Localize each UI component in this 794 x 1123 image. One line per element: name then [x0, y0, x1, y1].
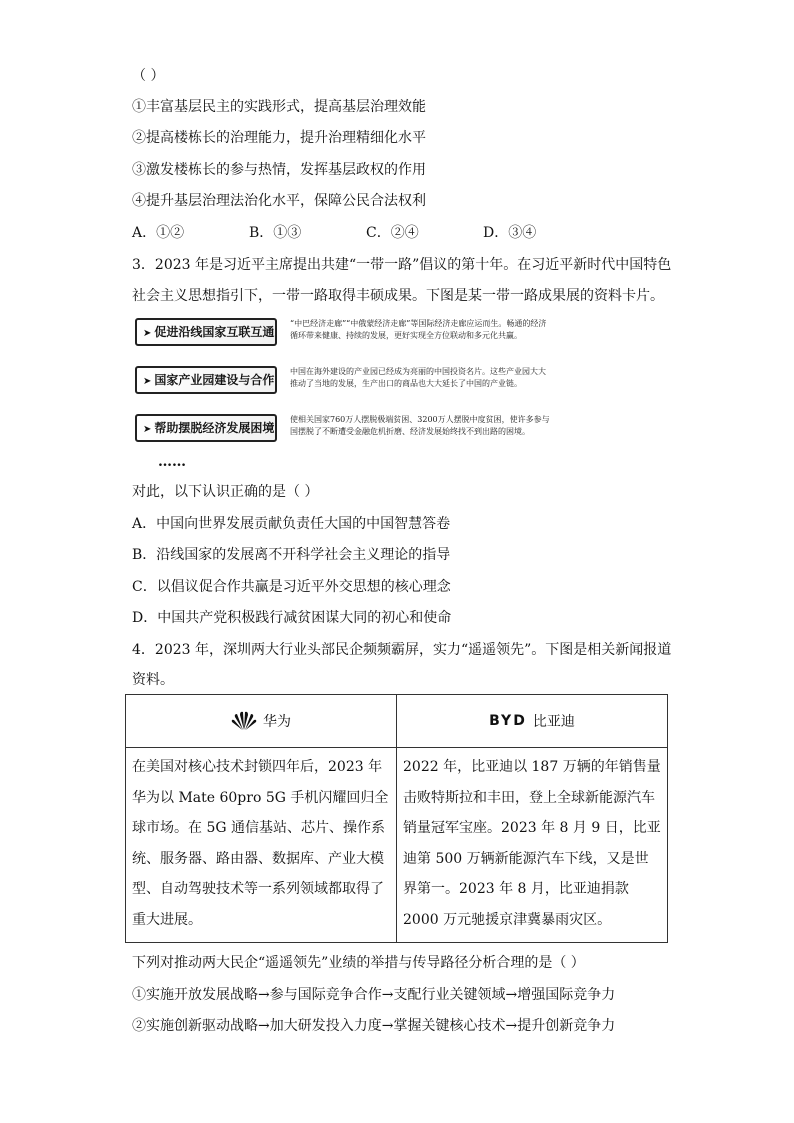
q3-ellipsis: ……	[158, 454, 186, 470]
q2-choice-b[interactable]: B．①③	[249, 225, 302, 241]
q3-card-3	[135, 414, 555, 444]
q3-option-d[interactable]: D．中国共产党积极践行减贫困谋大同的初心和使命	[132, 610, 452, 626]
q2-stem-tail: （ ）	[132, 68, 165, 84]
arrow-icon: ➤	[143, 376, 152, 387]
q3-option-b[interactable]: B．沿线国家的发展离不开科学社会主义理论的指导	[132, 547, 451, 563]
q2-option-4: ④提升基层治理法治化水平，保障公民合法权利	[132, 193, 426, 209]
q3-card-2	[135, 366, 555, 396]
q3-card-1	[135, 318, 555, 348]
q3-prompt: 对此，以下认识正确的是（ ）	[132, 484, 319, 500]
news-table	[125, 694, 668, 943]
q4-option-1: ①实施开放发展战略→参与国际竞争合作→支配行业关键领域→增强国际竞争力	[132, 987, 616, 1003]
card-description: 中国在海外建设的产业园已经成为亮丽的中国投资名片。这些产业园大大推动了当地的发展，生产出口的商品也大大延长了中国的产业链。	[290, 367, 546, 388]
huawei-logo-icon	[231, 711, 257, 731]
card-description: 使相关国家760万人摆脱极端贫困、3200万人摆脱中度贫困，使许多参与国摆脱了不断遭受金融危机折磨、经济发展始终找不到出路的困境。	[290, 415, 550, 436]
byd-logo-icon: BYD	[489, 713, 527, 729]
q3-option-c[interactable]: C．以倡议促合作共赢是习近平外交思想的核心理念	[132, 579, 451, 595]
q3-option-a[interactable]: A．中国向世界发展贡献负责任大国的中国智慧答卷	[132, 516, 451, 532]
byd-header	[397, 695, 668, 748]
huawei-header	[126, 695, 397, 748]
byd-name: 比亚迪	[532, 714, 575, 730]
huawei-name: 华为	[263, 714, 291, 730]
q3-stem-line2: 社会主义思想指引下，一带一路取得丰硕成果。下图是某一带一路成果展的资料卡片。	[132, 288, 664, 304]
q2-choice-c[interactable]: C．②④	[366, 225, 419, 241]
byd-news: 2022 年，比亚迪以 187 万辆的年销售量击败特斯拉和丰田，登上全球新能源汽车销量冠军宝座。2023 年 8 月 9 日，比亚迪第 500 万辆新能源汽车下线，又是世界第一。2023 年 8 月，比亚迪捐款 2000 万元驰援京津冀暴雨灾区。	[397, 748, 668, 943]
card-banner: ➤ 促进沿线国家互联互通	[135, 318, 277, 346]
arrow-icon: ➤	[143, 424, 152, 435]
q2-option-2: ②提高楼栋长的治理能力，提升治理精细化水平	[132, 130, 426, 146]
q4-stem-line1: 4．2023 年，深圳两大行业头部民企频频霸屏，实力“遥遥领先”。下图是相关新闻报道	[132, 642, 672, 658]
card-banner: ➤ 国家产业园建设与合作	[135, 366, 277, 394]
q4-option-2: ②实施创新驱动战略→加大研发投入力度→掌握关键核心技术→提升创新竞争力	[132, 1018, 616, 1034]
arrow-icon: ➤	[143, 328, 152, 339]
q4-stem-line2: 资料。	[132, 672, 174, 688]
q2-choice-a[interactable]: A．①②	[132, 225, 185, 241]
huawei-news: 在美国对核心技术封锁四年后，2023 年华为以 Mate 60pro 5G 手机闪耀回归全球市场。在 5G 通信基站、芯片、操作系统、服务器、路由器、数据库、产业大模型、自动驾驶技术等一系列领域都取得了重大进展。	[126, 748, 397, 943]
q2-option-3: ③激发楼栋长的参与热情，发挥基层政权的作用	[132, 162, 426, 178]
q2-choices	[132, 223, 600, 243]
card-description: “中巴经济走廊”“中俄蒙经济走廊”等国际经济走廊应运而生。畅通的经济循环带来健康、持续的发展，更好实现全方位联动和多元化共赢。	[290, 319, 547, 340]
q2-choice-d[interactable]: D．③④	[483, 225, 537, 241]
q2-option-1: ①丰富基层民主的实践形式，提高基层治理效能	[132, 99, 426, 115]
q3-stem-line1: 3．2023 年是习近平主席提出共建“一带一路”倡议的第十年。在习近平新时代中国特色	[132, 257, 672, 273]
q4-prompt: 下列对推动两大民企“遥遥领先”业绩的举措与传导路径分析合理的是（ ）	[132, 955, 585, 971]
card-banner: ➤ 帮助摆脱经济发展困境	[135, 414, 277, 442]
